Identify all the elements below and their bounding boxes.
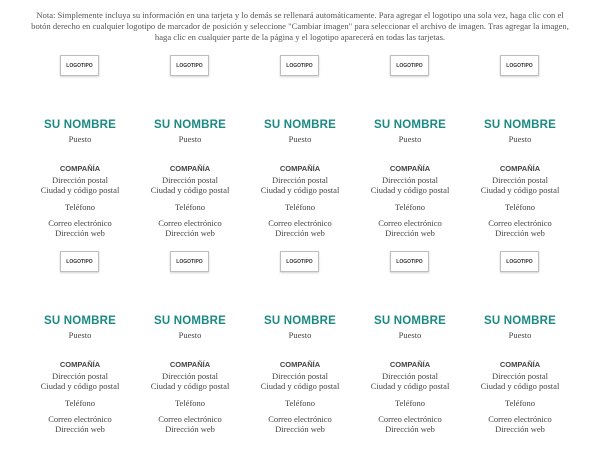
card-row-2 xyxy=(25,248,575,438)
logo-placeholder[interactable]: LOGOTIPO xyxy=(390,55,429,76)
card-email[interactable]: Correo electrónico xyxy=(378,218,442,228)
card-web[interactable]: Dirección web xyxy=(275,228,325,238)
logo-placeholder[interactable]: LOGOTIPO xyxy=(280,55,319,76)
card-address[interactable]: Dirección postal xyxy=(52,371,108,381)
business-card[interactable] xyxy=(355,52,465,242)
card-city[interactable]: Ciudad y código postal xyxy=(40,381,120,391)
card-company[interactable]: COMPAÑÍA xyxy=(389,164,431,173)
card-company[interactable]: COMPAÑÍA xyxy=(499,164,541,173)
card-address[interactable]: Dirección postal xyxy=(492,175,548,185)
card-company[interactable]: COMPAÑÍA xyxy=(279,164,321,173)
card-name[interactable]: SU NOMBRE xyxy=(43,315,117,327)
card-city[interactable]: Ciudad y código postal xyxy=(370,381,450,391)
card-title[interactable]: Puesto xyxy=(508,134,532,144)
business-card[interactable] xyxy=(465,52,575,242)
card-title[interactable]: Puesto xyxy=(68,134,92,144)
card-company[interactable]: COMPAÑÍA xyxy=(279,360,321,369)
card-city[interactable]: Ciudad y código postal xyxy=(40,185,120,195)
logo-placeholder[interactable]: LOGOTIPO xyxy=(500,251,539,272)
instruction-note: Nota: Simplemente incluya su información en una tarjeta y lo demás se rellenará automáticamente. Para agregar el logotipo una sola vez, haga clic con el botón derecho en cualquier logotipo de marcador de posición y seleccione "Cambiar imagen" para seleccionar el archivo de imagen. Tras agregar la imagen, haga clic en cualquier parte de la página y el logotipo aparecerá en todas las tarjetas. xyxy=(31,10,569,42)
card-address[interactable]: Dirección postal xyxy=(382,371,438,381)
card-city[interactable]: Ciudad y código postal xyxy=(480,381,560,391)
card-company[interactable]: COMPAÑÍA xyxy=(59,164,101,173)
card-email[interactable]: Correo electrónico xyxy=(488,218,552,228)
card-title[interactable]: Puesto xyxy=(178,330,202,340)
card-address[interactable]: Dirección postal xyxy=(52,175,108,185)
card-phone[interactable]: Teléfono xyxy=(504,398,536,408)
card-phone[interactable]: Teléfono xyxy=(64,202,96,212)
card-name[interactable]: SU NOMBRE xyxy=(373,119,447,131)
card-name[interactable]: SU NOMBRE xyxy=(263,315,337,327)
card-web[interactable]: Dirección web xyxy=(55,424,105,434)
card-name[interactable]: SU NOMBRE xyxy=(263,119,337,131)
business-card[interactable] xyxy=(25,248,135,438)
card-title[interactable]: Puesto xyxy=(508,330,532,340)
logo-placeholder[interactable]: LOGOTIPO xyxy=(60,251,99,272)
card-email[interactable]: Correo electrónico xyxy=(48,414,112,424)
card-phone[interactable]: Teléfono xyxy=(284,202,316,212)
card-company[interactable]: COMPAÑÍA xyxy=(59,360,101,369)
card-title[interactable]: Puesto xyxy=(178,134,202,144)
card-phone[interactable]: Teléfono xyxy=(284,398,316,408)
logo-placeholder[interactable]: LOGOTIPO xyxy=(500,55,539,76)
card-address[interactable]: Dirección postal xyxy=(492,371,548,381)
card-company[interactable]: COMPAÑÍA xyxy=(389,360,431,369)
logo-placeholder[interactable]: LOGOTIPO xyxy=(170,251,209,272)
card-title[interactable]: Puesto xyxy=(288,330,312,340)
card-title[interactable]: Puesto xyxy=(398,134,422,144)
business-card[interactable] xyxy=(245,248,355,438)
business-card[interactable] xyxy=(355,248,465,438)
card-city[interactable]: Ciudad y código postal xyxy=(260,185,340,195)
logo-placeholder[interactable]: LOGOTIPO xyxy=(390,251,429,272)
card-name[interactable]: SU NOMBRE xyxy=(483,315,557,327)
card-phone[interactable]: Teléfono xyxy=(174,202,206,212)
card-email[interactable]: Correo electrónico xyxy=(488,414,552,424)
card-city[interactable]: Ciudad y código postal xyxy=(370,185,450,195)
card-address[interactable]: Dirección postal xyxy=(162,175,218,185)
card-address[interactable]: Dirección postal xyxy=(272,175,328,185)
card-city[interactable]: Ciudad y código postal xyxy=(260,381,340,391)
card-email[interactable]: Correo electrónico xyxy=(158,414,222,424)
logo-placeholder[interactable]: LOGOTIPO xyxy=(280,251,319,272)
card-web[interactable]: Dirección web xyxy=(55,228,105,238)
card-address[interactable]: Dirección postal xyxy=(162,371,218,381)
card-name[interactable]: SU NOMBRE xyxy=(483,119,557,131)
card-row-1 xyxy=(25,52,575,242)
card-phone[interactable]: Teléfono xyxy=(394,398,426,408)
business-card[interactable] xyxy=(135,52,245,242)
business-card[interactable] xyxy=(135,248,245,438)
card-address[interactable]: Dirección postal xyxy=(272,371,328,381)
card-web[interactable]: Dirección web xyxy=(495,424,545,434)
card-name[interactable]: SU NOMBRE xyxy=(373,315,447,327)
card-web[interactable]: Dirección web xyxy=(385,424,435,434)
card-city[interactable]: Ciudad y código postal xyxy=(150,381,230,391)
card-phone[interactable]: Teléfono xyxy=(174,398,206,408)
card-web[interactable]: Dirección web xyxy=(165,424,215,434)
logo-placeholder[interactable]: LOGOTIPO xyxy=(170,55,209,76)
card-web[interactable]: Dirección web xyxy=(385,228,435,238)
card-phone[interactable]: Teléfono xyxy=(64,398,96,408)
business-card[interactable] xyxy=(465,248,575,438)
card-web[interactable]: Dirección web xyxy=(495,228,545,238)
business-card[interactable] xyxy=(25,52,135,242)
card-title[interactable]: Puesto xyxy=(288,134,312,144)
card-name[interactable]: SU NOMBRE xyxy=(153,119,227,131)
card-phone[interactable]: Teléfono xyxy=(504,202,536,212)
card-email[interactable]: Correo electrónico xyxy=(378,414,442,424)
card-email[interactable]: Correo electrónico xyxy=(48,218,112,228)
card-city[interactable]: Ciudad y código postal xyxy=(150,185,230,195)
card-company[interactable]: COMPAÑÍA xyxy=(499,360,541,369)
card-web[interactable]: Dirección web xyxy=(275,424,325,434)
card-company[interactable]: COMPAÑÍA xyxy=(169,164,211,173)
card-name[interactable]: SU NOMBRE xyxy=(153,315,227,327)
card-web[interactable]: Dirección web xyxy=(165,228,215,238)
logo-placeholder[interactable]: LOGOTIPO xyxy=(60,55,99,76)
card-company[interactable]: COMPAÑÍA xyxy=(169,360,211,369)
card-title[interactable]: Puesto xyxy=(68,330,92,340)
card-email[interactable]: Correo electrónico xyxy=(268,414,332,424)
card-name[interactable]: SU NOMBRE xyxy=(43,119,117,131)
card-phone[interactable]: Teléfono xyxy=(394,202,426,212)
card-email[interactable]: Correo electrónico xyxy=(158,218,222,228)
card-address[interactable]: Dirección postal xyxy=(382,175,438,185)
card-email[interactable]: Correo electrónico xyxy=(268,218,332,228)
card-city[interactable]: Ciudad y código postal xyxy=(480,185,560,195)
business-card[interactable] xyxy=(245,52,355,242)
card-title[interactable]: Puesto xyxy=(398,330,422,340)
